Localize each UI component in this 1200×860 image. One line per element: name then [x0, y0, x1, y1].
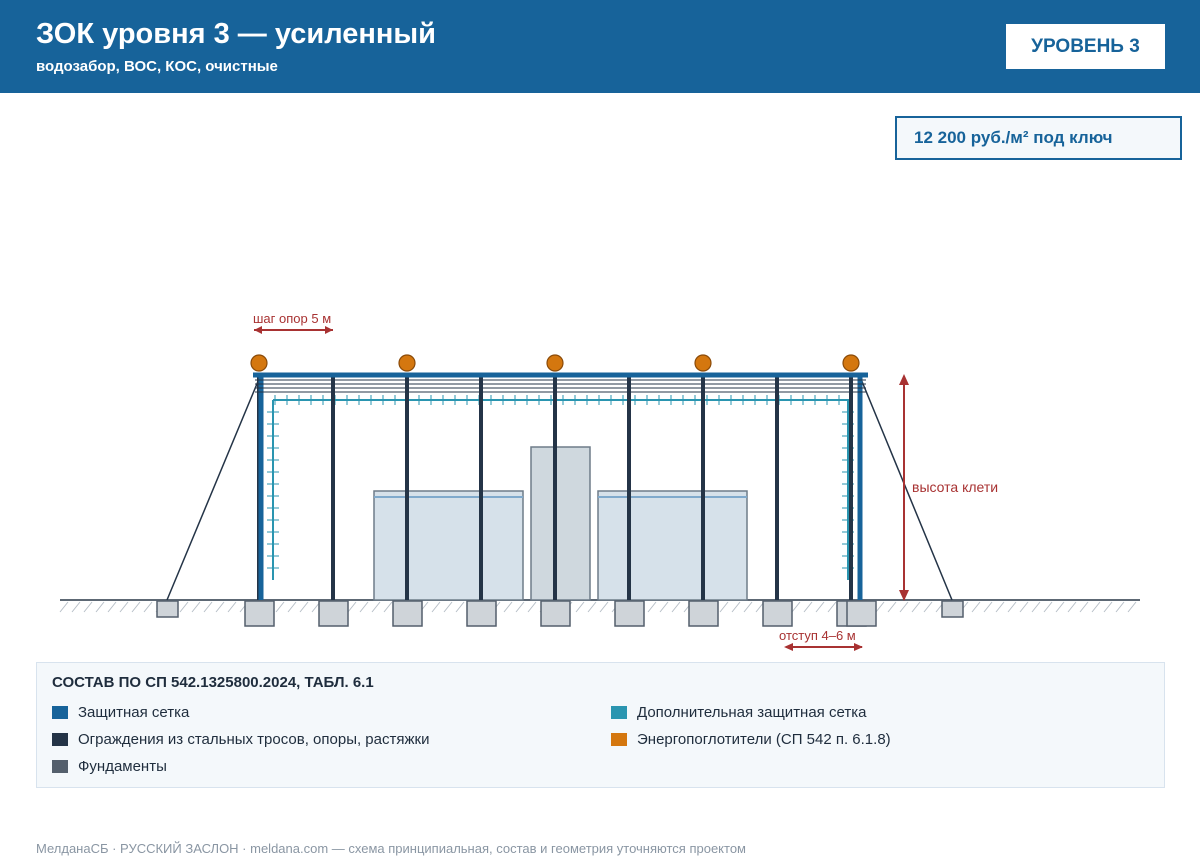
hatch-mark [744, 602, 752, 612]
legend-swatch [611, 733, 627, 746]
hatch-mark [876, 602, 884, 612]
foundation [467, 601, 496, 626]
building-left [374, 491, 523, 600]
hatch-mark [588, 602, 596, 612]
building-right [598, 491, 747, 600]
hatch-mark [1068, 602, 1076, 612]
building-center [531, 447, 590, 600]
foundation [541, 601, 570, 626]
hatch-mark [660, 602, 668, 612]
hatch-mark [1080, 602, 1088, 612]
step-arrow-head-right [325, 326, 333, 334]
offset-arrow-head-right [854, 643, 863, 651]
offset-arrow-head-left [784, 643, 793, 651]
ground-hatch [60, 602, 1136, 612]
energy-absorber [251, 355, 267, 371]
foundation [393, 601, 422, 626]
hatch-mark [732, 602, 740, 612]
legend-label: Защитная сетка [78, 704, 190, 721]
energy-absorbers [251, 355, 859, 371]
step-label: шаг опор 5 м [253, 311, 332, 326]
hatch-mark [372, 602, 380, 612]
hatch-mark [144, 602, 152, 612]
legend-swatch [52, 706, 68, 719]
legend-item-foundations [52, 758, 167, 775]
hatch-mark [192, 602, 200, 612]
hatch-mark [996, 602, 1004, 612]
steel-cables [255, 380, 866, 392]
hatch-mark [804, 602, 812, 612]
hatch-mark [108, 602, 116, 612]
hatch-mark [60, 602, 68, 612]
legend-label: Фундаменты [78, 758, 167, 775]
hatch-mark [900, 602, 908, 612]
legend-item-additional-net [611, 704, 866, 721]
hatch-mark [912, 602, 920, 612]
legend-swatch [52, 733, 68, 746]
hatch-mark [1056, 602, 1064, 612]
legend [36, 662, 1165, 788]
hatch-mark [1128, 602, 1136, 612]
hatch-mark [96, 602, 104, 612]
hatch-mark [972, 602, 980, 612]
energy-absorber [399, 355, 415, 371]
guy-wire-left [167, 379, 259, 600]
hatch-mark [720, 602, 728, 612]
hatch-mark [216, 602, 224, 612]
height-arrow-head-top [899, 374, 909, 385]
hatch-mark [360, 602, 368, 612]
foundation [245, 601, 274, 626]
hatch-mark [648, 602, 656, 612]
hatch-mark [600, 602, 608, 612]
hatch-mark [180, 602, 188, 612]
step-arrow-head-left [254, 326, 262, 334]
hatch-mark [528, 602, 536, 612]
foundation-anchor [942, 601, 963, 617]
hatch-mark [228, 602, 236, 612]
legend-swatch [611, 706, 627, 719]
footer-note: МелданаСБ · РУССКИЙ ЗАСЛОН · meldana.com — схема принципиальная, состав и геометрия уточняются проектом [36, 841, 746, 856]
posts [259, 373, 851, 600]
price-label: 12 200 руб./м² под ключ [914, 128, 1113, 147]
hatch-mark [348, 602, 356, 612]
foundation [689, 601, 718, 626]
hatch-mark [576, 602, 584, 612]
legend-label: Энергопоглотители (СП 542 п. 6.1.8) [637, 731, 891, 748]
hatch-mark [84, 602, 92, 612]
level-badge: УРОВЕНЬ 3 [1006, 24, 1165, 69]
hatch-mark [1032, 602, 1040, 612]
hatch-mark [456, 602, 464, 612]
hatch-mark [984, 602, 992, 612]
hatch-mark [516, 602, 524, 612]
energy-absorber [547, 355, 563, 371]
legend-item-cables [52, 731, 429, 748]
hatch-mark [288, 602, 296, 612]
hatch-mark [1092, 602, 1100, 612]
hatch-mark [384, 602, 392, 612]
hatch-mark [792, 602, 800, 612]
legend-swatch [52, 760, 68, 773]
offset-label: отступ 4–6 м [779, 628, 856, 643]
foundations [157, 601, 963, 626]
hatch-mark [1044, 602, 1052, 612]
foundation [615, 601, 644, 626]
hatch-mark [1116, 602, 1124, 612]
hatch-mark [432, 602, 440, 612]
hatch-mark [72, 602, 80, 612]
foundation [763, 601, 792, 626]
page-title: ЗОК уровня 3 — усиленный [36, 18, 436, 50]
hatch-mark [504, 602, 512, 612]
hatch-mark [120, 602, 128, 612]
hatch-mark [300, 602, 308, 612]
foundation [847, 601, 876, 626]
hatch-mark [132, 602, 140, 612]
foundation [319, 601, 348, 626]
hatch-mark [1008, 602, 1016, 612]
legend-item-energy-absorbers [611, 731, 891, 748]
hatch-mark [816, 602, 824, 612]
hatch-mark [1020, 602, 1028, 612]
hatch-mark [828, 602, 836, 612]
height-label: высота клети [912, 479, 999, 495]
hatch-mark [888, 602, 896, 612]
energy-absorber [695, 355, 711, 371]
hatch-mark [672, 602, 680, 612]
legend-label: Дополнительная защитная сетка [637, 704, 867, 721]
hatch-mark [444, 602, 452, 612]
legend-title: СОСТАВ ПО СП 542.1325800.2024, ТАБЛ. 6.1 [52, 674, 374, 691]
legend-label: Ограждения из стальных тросов, опоры, растяжки [78, 731, 430, 748]
foundation-anchor [157, 601, 178, 617]
hatch-mark [276, 602, 284, 612]
energy-absorber [843, 355, 859, 371]
hatch-mark [204, 602, 212, 612]
hatch-mark [1104, 602, 1112, 612]
legend-item-protective-net [52, 704, 189, 721]
page-subtitle: водозабор, ВОС, КОС, очистные [36, 58, 278, 75]
hatch-mark [924, 602, 932, 612]
